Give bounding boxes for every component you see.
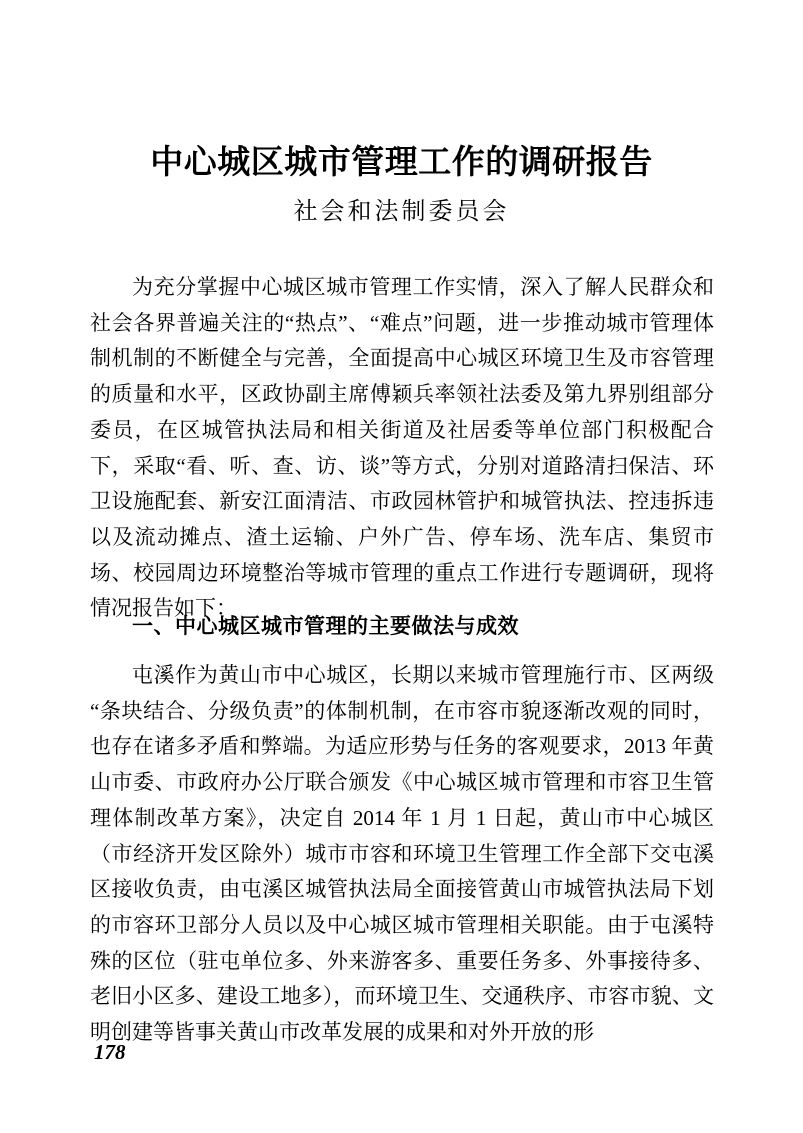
paragraph-intro: 为充分掌握中心城区城市管理工作实情，深入了解人民群众和社会各界普遍关注的“热点”、“难点”问题，进一步推动城市管理体制机制的不断健全与完善，全面提高中心城区环境卫生及市容管理的质量和水平，区政协副主席傅颖兵率领社法委及第九界别组部分委员，在区城管执法局和相关街道及社居委等单位部门积极配合下，采取“看、听、查、访、谈”等方式，分别对道路清扫保洁、环卫设施配套、新安江面清洁、市政园林管护和城管执法、控违拆违以及流动摊点、渣土运输、户外广告、停车场、洗车店、集贸市场、校园周边环境整治等城市管理的重点工作进行专题调研，现将情况报告如下： [90, 275, 714, 621]
paragraph-section-1: 屯溪作为黄山市中心城区，长期以来城市管理施行市、区两级“条块结合、分级负责”的体制机制，在市容市貌逐渐改观的同时，也存在诸多矛盾和弊端。为适应形势与任务的客观要求，2013 年黄山市委、市政府办公厅联合颁发《中心城区城市管理和市容卫生管理体制改革方案》，决定自 2014 年 1 月 1 日起，黄山市中心城区（市经济开发区除外）城市市容和环境卫生管理工作全部下交屯溪区接收负责，由屯溪区城管执法局全面接管黄山市城管执法局下划的市容环卫部分人员以及中心城区城市管理相关职能。由于屯溪特殊的区位（驻屯单位多、外来游客多、重要任务多、外事接待多、老旧小区多、建设工地多），而环境卫生、交通秩序、市容市貌、文明创建等皆事关黄山市改革发展的成果和对外开放的形 [90, 663, 714, 1045]
page-number: 178 [94, 1040, 126, 1064]
section-heading-1: 一、中心城区城市管理的主要做法与成效 [132, 615, 519, 638]
document-byline: 社会和法制委员会 [293, 199, 510, 225]
document-title: 中心城区城市管理工作的调研报告 [150, 145, 653, 181]
